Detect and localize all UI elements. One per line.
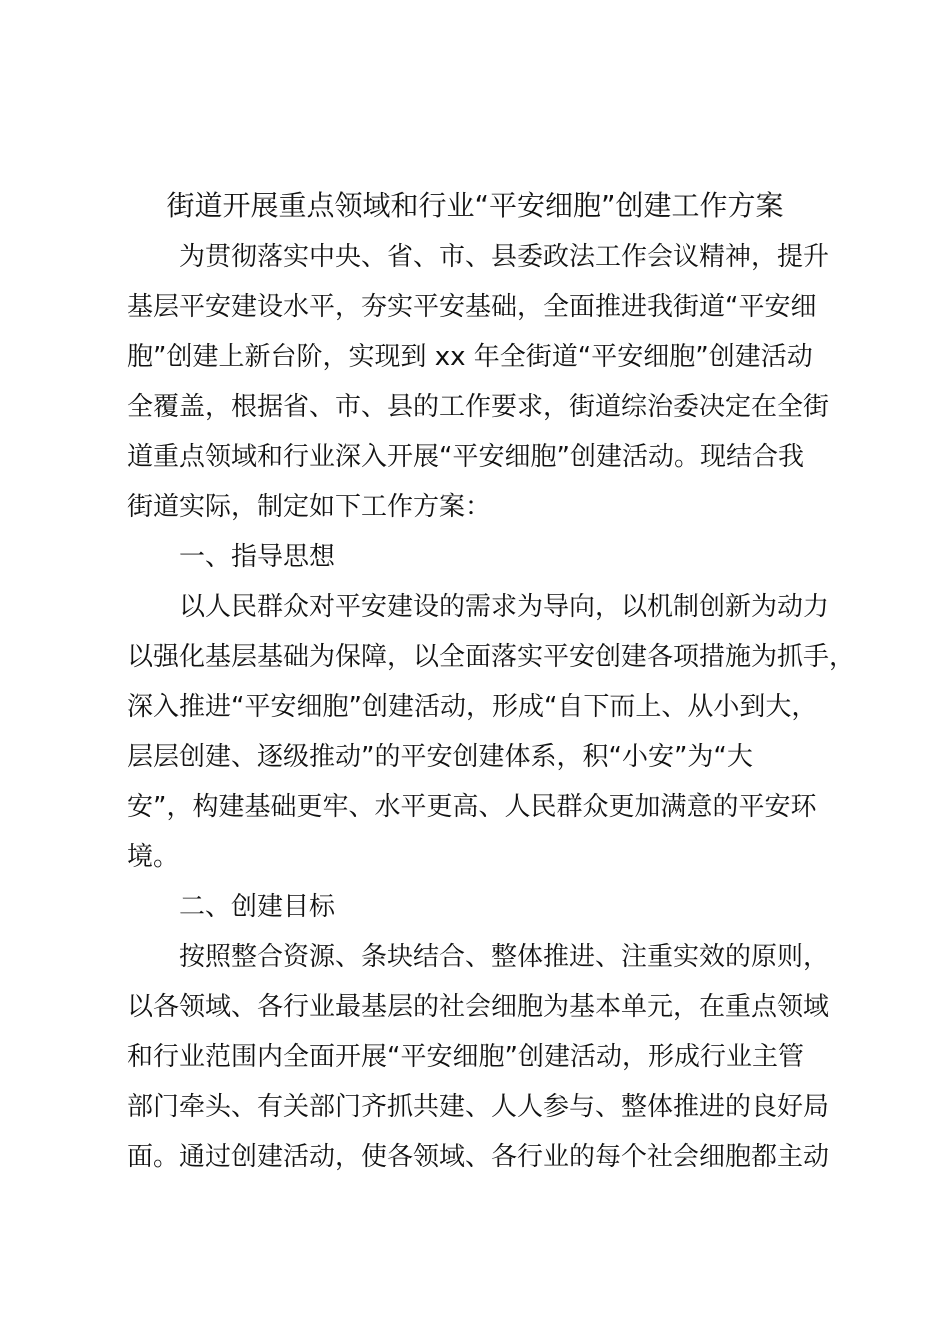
text-line: 以强化基层基础为保障，以全面落实平安创建各项措施为抓手， [127,642,856,672]
document-title: 街道开展重点领域和行业“平安细胞”创建工作方案 [166,189,784,222]
text-line: 部门牵头、有关部门齐抓共建、人人参与、整体推进的良好局 [127,1092,830,1122]
text-line: 街道实际，制定如下工作方案： [127,492,492,522]
text-line: 基层平安建设水平，夯实平安基础，全面推进我街道“平安细 [127,292,817,322]
text-line: 安”，构建基础更牢、水平更高、人民群众更加满意的平安环 [127,792,817,822]
text-line: 按照整合资源、条块结合、整体推进、注重实效的原则， [127,942,830,972]
text-line: 道重点领域和行业深入开展“平安细胞”创建活动。现结合我 [127,442,804,472]
section-heading: 二、创建目标 [127,892,336,922]
text-line: 和行业范围内全面开展“平安细胞”创建活动，形成行业主管 [127,1042,804,1072]
text-line: 境。 [127,842,180,872]
text-line: 全覆盖，根据省、市、县的工作要求，街道综治委决定在全街 [127,392,830,422]
text-line: 深入推进“平安细胞”创建活动，形成“自下而上、从小到大， [127,692,818,722]
text-line: 面。通过创建活动，使各领域、各行业的每个社会细胞都主动 [127,1142,830,1172]
text-line: 层层创建、逐级推动”的平安创建体系，积“小安”为“大 [127,742,753,772]
document-body [127,232,856,1182]
text-line: 胞”创建上新台阶，实现到 xx 年全街道“平安细胞”创建活动 [127,342,813,372]
text-line: 为贯彻落实中央、省、市、县委政法工作会议精神，提升 [127,242,830,272]
text-line: 以各领域、各行业最基层的社会细胞为基本单元，在重点领域 [127,992,830,1022]
text-line: 以人民群众对平安建设的需求为导向，以机制创新为动力 [127,592,830,622]
section-heading: 一、指导思想 [127,542,336,572]
